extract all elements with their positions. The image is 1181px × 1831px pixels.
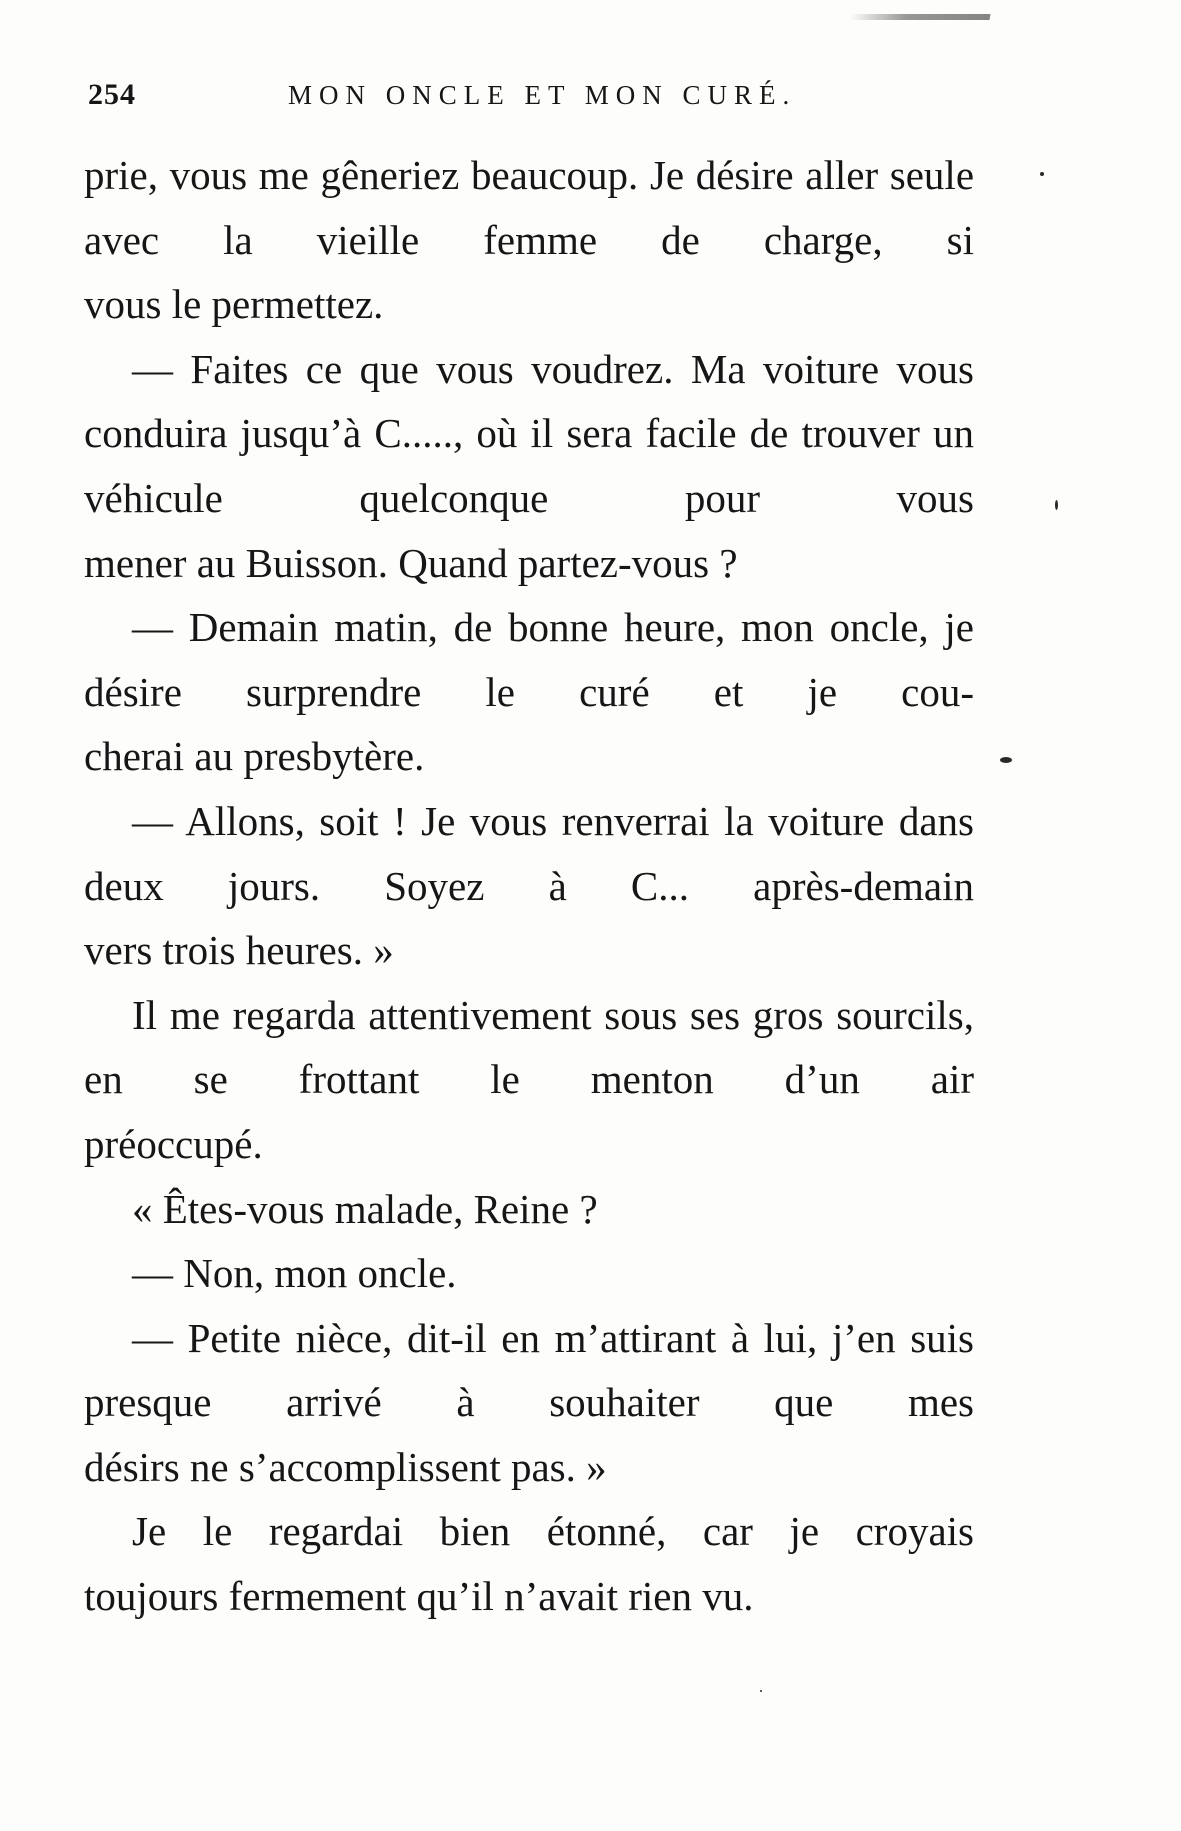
running-header (88, 78, 797, 118)
ink-speck (1040, 172, 1044, 176)
text-line: — Petite nièce, dit-il en m’attirant à lui, (132, 1314, 818, 1361)
paragraph-end (84, 1435, 974, 1500)
paragraph (84, 789, 974, 918)
text-line: — Demain matin, de bonne heure, mon (132, 604, 814, 651)
text-line: — Faites ce que vous voudrez. Ma voiture (132, 345, 880, 392)
ink-speck (1055, 500, 1058, 510)
text-line: vous conduira jusqu’à C....., où il sera facile (84, 345, 974, 457)
text-line: préoccupé. (84, 1120, 263, 1167)
text-line: vous le permettez. (84, 281, 384, 328)
ink-speck (760, 1690, 762, 1692)
paragraph-end (84, 1112, 974, 1177)
paragraph (84, 143, 974, 272)
paragraph (84, 1499, 974, 1564)
paragraph (84, 1241, 974, 1306)
text-line: Je le regardai bien étonné, car je croyais (132, 1508, 974, 1555)
text-line: oncle, je désire surprendre le curé et je cou- (84, 604, 974, 715)
page-number: 254 (88, 78, 136, 111)
text-line: de trouver un véhicule quelconque pour vous (84, 410, 974, 521)
paragraph (84, 1306, 974, 1435)
paragraph-end (84, 918, 974, 983)
body-text (84, 143, 974, 1629)
text-line: — Non, mon oncle. (132, 1250, 457, 1297)
paragraph (84, 337, 974, 531)
paragraph-end (84, 272, 974, 337)
text-line: désirs ne s’accomplissent pas. » (84, 1443, 607, 1490)
scan-artifact (849, 14, 990, 20)
paragraph-end (84, 531, 974, 596)
text-line: vers trois heures. » (84, 927, 394, 974)
text-line: toujours fermement qu’il n’avait rien vu. (84, 1573, 754, 1620)
ink-speck (1000, 757, 1012, 763)
text-line: prie, vous me gêneriez beaucoup. Je désire (84, 152, 794, 198)
paragraph (84, 1177, 974, 1242)
paragraph (84, 983, 974, 1112)
text-line: sourcils, en se frottant le menton d’un air (84, 991, 974, 1103)
text-line: mener au Buisson. Quand partez-vous ? (84, 539, 738, 586)
text-line: « Êtes-vous malade, Reine ? (132, 1185, 598, 1232)
paragraph-end (84, 724, 974, 789)
paragraph (84, 595, 974, 724)
book-title: MON ONCLE ET MON CURÉ. (288, 80, 797, 110)
text-line: dans deux jours. Soyez à C... après-demain (84, 797, 974, 909)
text-line: — Allons, soit ! Je vous renverrai la voiture (132, 797, 885, 844)
text-line: Il me regarda attentivement sous ses gros (132, 991, 824, 1038)
text-line: aller seule avec la vieille femme de charge, si (84, 152, 975, 263)
text-line: j’en suis presque arrivé à souhaiter que mes (84, 1314, 975, 1426)
text-line: cherai au presbytère. (84, 733, 425, 780)
paragraph-end (84, 1564, 974, 1629)
